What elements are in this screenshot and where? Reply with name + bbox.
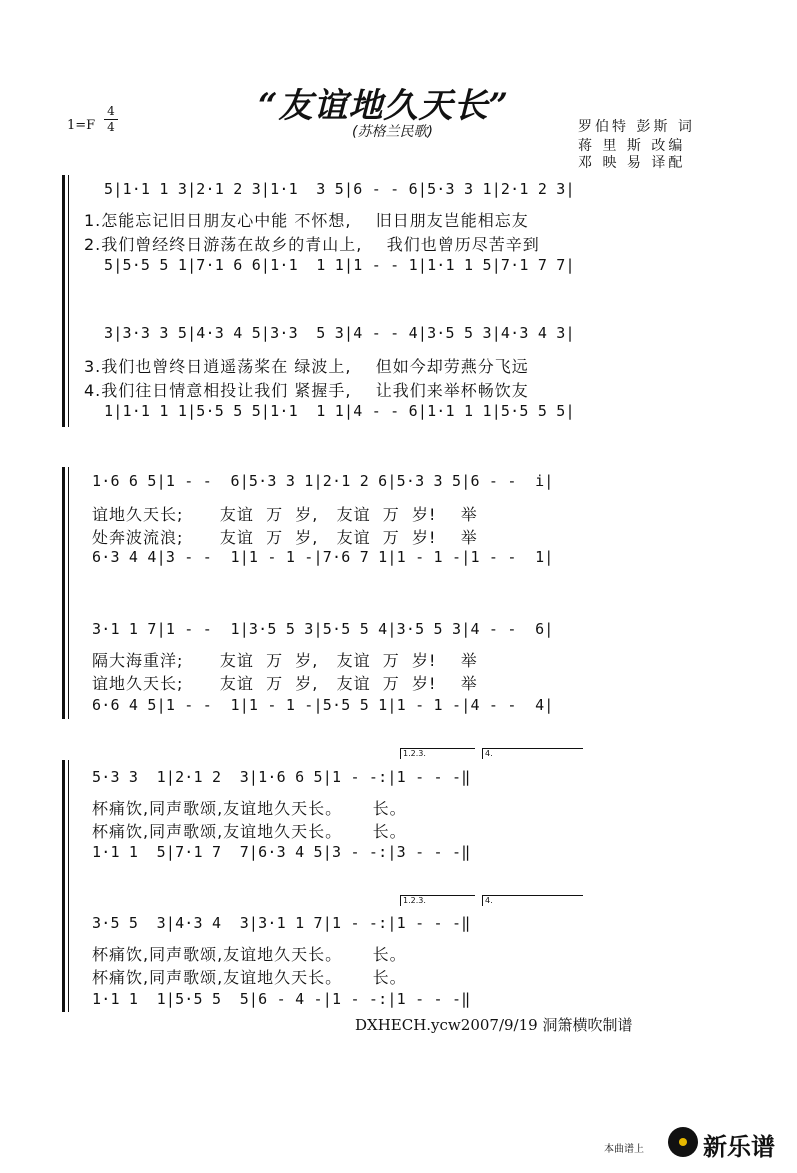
harmony-line: 5|5·5 5 1|7·1 6 6|1·1 1 1|1 - - 1|1·1 1 5|7·1 7 7|: [104, 256, 575, 274]
transcriber-credit: DXHECH.ycw2007/9/19 洞箫横吹制谱: [355, 1016, 633, 1034]
lyricist-credit: 罗伯特 彭斯 词: [578, 119, 695, 135]
arranger-credit: 蒋 里 斯 改编: [578, 138, 686, 154]
harmony-line: 1|1·1 1 1|5·5 5 5|1·1 1 1|4 - - 6|1·1 1 1|5·5 5 5|: [104, 402, 575, 420]
site-logo-text: 新乐谱: [703, 1133, 775, 1161]
volta-first-ending: 1.2.3.: [400, 748, 475, 759]
system-line: [68, 760, 69, 1012]
lyric-line: 杯痛饮,同声歌颂,友谊地久天长。 长。: [92, 945, 407, 964]
melody-line: 5·3 3 1|2·1 2 3|1·6 6 5|1 - -:|1 - - -‖: [92, 768, 471, 786]
time-signature-bottom: 4: [104, 119, 118, 135]
melody-line: 3·1 1 7|1 - - 1|3·5 5 3|5·5 5 4|3·5 5 3|4 - - 6|: [92, 620, 554, 638]
lyric-verse-1: 1.怎能忘记旧日朋友心中能 不怀想, 旧日朋友岂能相忘友: [84, 211, 529, 230]
harmony-line: 6·6 4 5|1 - - 1|1 - 1 -|5·5 5 1|1 - 1 -|4 - - 4|: [92, 696, 554, 714]
system-bracket: [62, 760, 65, 1012]
translator-credit: 邓 映 易 译配: [578, 155, 686, 171]
volta-second-ending: 4.: [482, 748, 583, 759]
system-line: [68, 467, 69, 719]
harmony-line: 1·1 1 5|7·1 7 7|6·3 4 5|3 - -:|3 - - -‖: [92, 843, 471, 861]
melody-line: 3|3·3 3 5|4·3 4 5|3·3 5 3|4 - - 4|3·5 5 3|4·3 4 3|: [104, 324, 575, 342]
harmony-line: 6·3 4 4|3 - - 1|1 - 1 -|7·6 7 1|1 - 1 -|1 - - 1|: [92, 548, 554, 566]
volta-second-ending: 4.: [482, 895, 583, 906]
lyric-line: 杯痛饮,同声歌颂,友谊地久天长。 长。: [92, 968, 407, 987]
volta-first-ending: 1.2.3.: [400, 895, 475, 906]
lyric-line: 谊地久天长; 友谊 万 岁, 友谊 万 岁! 举: [92, 505, 478, 524]
lyric-line: 隔大海重洋; 友谊 万 岁, 友谊 万 岁! 举: [92, 651, 478, 670]
system-bracket: [62, 175, 65, 427]
melody-line: 5|1·1 1 3|2·1 2 3|1·1 3 5|6 - - 6|5·3 3 1|2·1 2 3|: [104, 180, 575, 198]
time-signature: [104, 104, 118, 135]
time-signature-top: 4: [107, 104, 115, 118]
lyric-verse-3: 3.我们也曾终日逍遥荡桨在 绿波上, 但如今却劳燕分飞远: [84, 357, 529, 376]
lyric-line: 杯痛饮,同声歌颂,友谊地久天长。 长。: [92, 822, 407, 841]
song-title: “友谊地久天长”: [258, 86, 510, 126]
lyric-line: 谊地久天长; 友谊 万 岁, 友谊 万 岁! 举: [92, 674, 478, 693]
lyric-line: 处奔波流浪; 友谊 万 岁, 友谊 万 岁! 举: [92, 528, 478, 547]
watermark-text: 本曲谱上: [604, 1144, 644, 1155]
lyric-verse-2: 2.我们曾经终日游荡在故乡的青山上, 我们也曾历尽苦辛到: [84, 235, 540, 254]
system-line: [68, 175, 69, 427]
system-bracket: [62, 467, 65, 719]
melody-line: 3·5 5 3|4·3 4 3|3·1 1 7|1 - -:|1 - - -‖: [92, 914, 471, 932]
song-subtitle: (苏格兰民歌): [352, 124, 433, 140]
melody-line: 1·6 6 5|1 - - 6|5·3 3 1|2·1 2 6|5·3 3 5|6 - - i|: [92, 472, 554, 490]
lyric-verse-4: 4.我们往日情意相投让我们 紧握手, 让我们来举杯畅饮友: [84, 381, 529, 400]
key-signature: 1=F: [67, 118, 96, 133]
lyric-line: 杯痛饮,同声歌颂,友谊地久天长。 长。: [92, 799, 407, 818]
harmony-line: 1·1 1 1|5·5 5 5|6 - 4 -|1 - -:|1 - - -‖: [92, 990, 471, 1008]
vinyl-label-icon: [679, 1138, 687, 1146]
